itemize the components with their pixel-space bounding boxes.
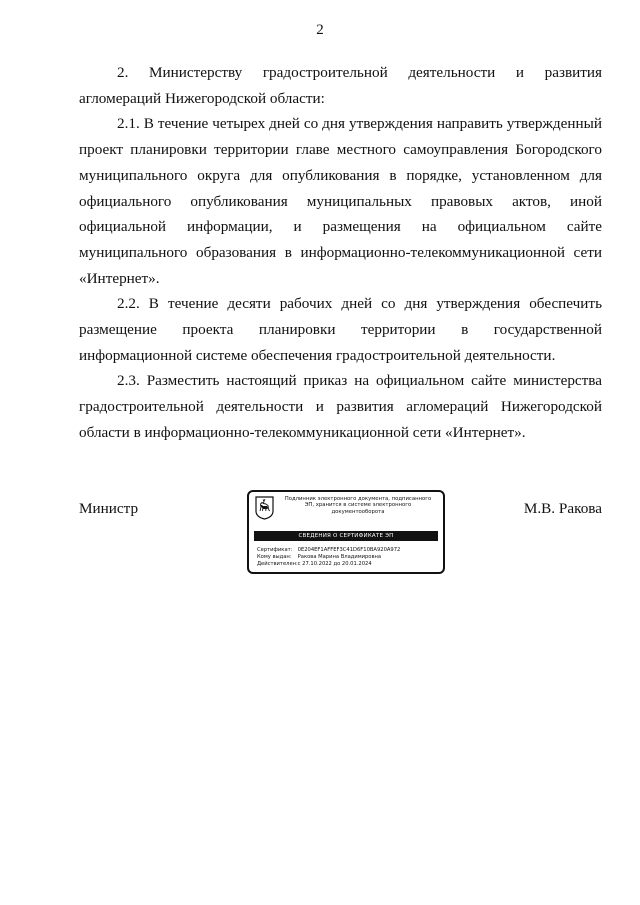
stamp-certificate-value: 0E204EF1AFFEF3C41D6F10BA920A972 [297,547,401,553]
signer-position: Министр [79,500,139,517]
stamp-banner: СВЕДЕНИЯ О СЕРТИФИКАТЕ ЭП [254,531,438,541]
stamp-valid-value: с 27.10.2022 до 20.01.2024 [297,561,372,568]
signature-block [79,488,602,578]
stamp-issued-to-value: Ракова Марина Владимировна [297,554,382,561]
stamp-issued-to-label: Кому выдан: [257,554,292,561]
stamp-valid-row [257,561,439,568]
paragraph-2-3: 2.3. Разместить настоящий приказ на официальном сайте министерства градостроительной деятельности и развития агломераций Нижегородской области в информационно-телекоммуникационной сети «Интернет». [79,372,602,441]
nizhny-novgorod-deer-emblem-icon [255,496,274,520]
paragraph-2-2: 2.2. В течение десяти рабочих дней со дня утверждения обеспечить размещение проекта планировки территории в государственной информационной системе обеспечения градостроительной деятельности. [79,295,602,364]
stamp-details [257,547,439,569]
stamp-certificate-row [257,547,439,554]
stamp-top-text: Подлинник электронного документа, подписанного ЭП, хранится в системе электронного документооборота [284,496,432,515]
electronic-signature-stamp [247,490,445,574]
paragraph-2: 2. Министерству градостроительной деятельности и развития агломераций Нижегородской области: [79,64,602,107]
stamp-certificate-label: Сертификат: [257,547,293,553]
paragraph-2-1: 2.1. В течение четырех дней со дня утверждения направить утвержденный проект планировки территории главе местного самоуправления Богородского муниципального округа для опубликования в порядке, установленном для официального опубликования муниципальных правовых актов, иной официальной информации, и размещения на официальном сайте муниципального образования в информационно-телекоммуникационной сети «Интернет». [79,115,602,287]
signer-name: М.В. Ракова [523,500,602,517]
stamp-valid-label: Действителен: [257,561,298,568]
page-number: 2 [316,22,324,38]
document-body [79,60,602,446]
